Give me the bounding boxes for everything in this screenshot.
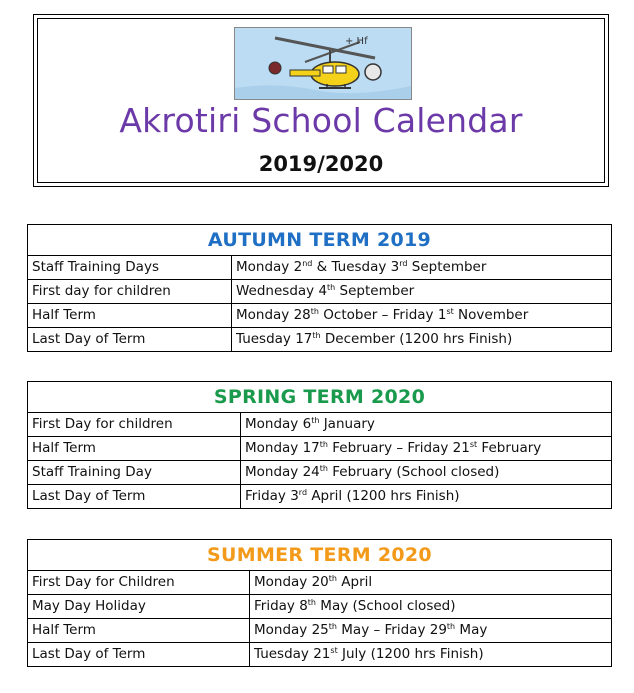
- ordinal-suffix: rd: [298, 488, 308, 497]
- ordinal-suffix: th: [307, 598, 317, 607]
- header-inner-border: [37, 18, 605, 183]
- date-text: May: [455, 622, 488, 638]
- term-heading: SPRING TERM 2020: [28, 382, 612, 413]
- table-row: [28, 413, 612, 437]
- ordinal-suffix: st: [446, 307, 454, 316]
- date-text: November: [453, 307, 529, 323]
- event-label: May Day Holiday: [28, 595, 250, 619]
- table-row: [28, 571, 612, 595]
- term-heading: AUTUMN TERM 2019: [28, 225, 612, 256]
- event-label: Half Term: [28, 619, 250, 643]
- ordinal-suffix: st: [469, 440, 478, 449]
- date-text: Monday 6: [245, 416, 312, 432]
- summer-term-table: [27, 539, 612, 667]
- event-date: [241, 413, 612, 437]
- date-text: Monday 28: [236, 307, 311, 323]
- date-text: February – Friday 21: [327, 440, 470, 456]
- event-date: [250, 643, 612, 667]
- ordinal-suffix: th: [310, 307, 319, 316]
- date-text: Tuesday 17: [236, 331, 313, 347]
- event-date: [232, 304, 612, 328]
- table-row: [28, 256, 612, 280]
- event-date: [241, 461, 612, 485]
- date-text: April: [336, 574, 373, 590]
- school-year: 2019/2020: [258, 152, 384, 176]
- helicopter-drawing-logo: [234, 27, 412, 100]
- date-text: Monday 25: [254, 622, 329, 638]
- table-row: [28, 461, 612, 485]
- table-row: [28, 595, 612, 619]
- ordinal-suffix: th: [319, 440, 328, 449]
- table-row: [28, 280, 612, 304]
- page-title: Akrotiri School Calendar: [119, 101, 523, 140]
- event-date: [232, 256, 612, 280]
- event-label: Last Day of Term: [28, 485, 241, 509]
- event-label: First Day for children: [28, 413, 241, 437]
- date-text: April (1200 hrs Finish): [307, 488, 460, 504]
- date-text: Friday 3: [245, 488, 299, 504]
- event-date: [241, 437, 612, 461]
- date-text: Wednesday 4: [236, 283, 328, 299]
- helicopter-icon: [235, 28, 411, 99]
- ordinal-suffix: th: [311, 416, 320, 425]
- event-label: Staff Training Days: [28, 256, 232, 280]
- ordinal-suffix: th: [328, 622, 337, 631]
- date-text: July (1200 hrs Finish): [337, 646, 484, 662]
- date-text: January: [319, 416, 375, 432]
- date-text: Monday 20: [254, 574, 329, 590]
- date-text: Tuesday 21: [254, 646, 331, 662]
- autumn-term-table: [27, 224, 612, 352]
- ordinal-suffix: th: [446, 622, 456, 631]
- term-heading: SUMMER TERM 2020: [28, 540, 612, 571]
- date-text: May (School closed): [316, 598, 456, 614]
- event-date: [250, 595, 612, 619]
- table-row: [28, 437, 612, 461]
- ordinal-suffix: st: [330, 646, 338, 655]
- event-date: [241, 485, 612, 509]
- date-text: Friday 8: [254, 598, 308, 614]
- date-text: & Tuesday 3: [312, 259, 400, 275]
- event-date: [250, 619, 612, 643]
- date-text: Monday 24: [245, 464, 320, 480]
- date-text: Monday 2: [236, 259, 303, 275]
- date-text: Monday 17: [245, 440, 320, 456]
- date-text: February (School closed): [327, 464, 500, 480]
- ordinal-suffix: th: [327, 283, 336, 292]
- svg-text:+ Hf: + Hf: [345, 36, 368, 47]
- date-text: September: [407, 259, 487, 275]
- header-box: [33, 14, 609, 187]
- ordinal-suffix: rd: [399, 259, 408, 268]
- event-label: Half Term: [28, 437, 241, 461]
- event-label: First day for children: [28, 280, 232, 304]
- table-row: [28, 643, 612, 667]
- event-label: Half Term: [28, 304, 232, 328]
- ordinal-suffix: nd: [302, 259, 313, 268]
- event-date: [232, 280, 612, 304]
- ordinal-suffix: th: [319, 464, 328, 473]
- event-label: Staff Training Day: [28, 461, 241, 485]
- ordinal-suffix: th: [312, 331, 321, 340]
- table-row: [28, 619, 612, 643]
- spring-term-table: [27, 381, 612, 509]
- event-label: Last Day of Term: [28, 643, 250, 667]
- date-text: February: [477, 440, 542, 456]
- date-text: September: [335, 283, 415, 299]
- event-label: First Day for Children: [28, 571, 250, 595]
- event-label: Last Day of Term: [28, 328, 232, 352]
- event-date: [250, 571, 612, 595]
- event-date: [232, 328, 612, 352]
- ordinal-suffix: th: [328, 574, 337, 583]
- date-text: May – Friday 29: [336, 622, 447, 638]
- table-row: [28, 304, 612, 328]
- table-row: [28, 328, 612, 352]
- date-text: December (1200 hrs Finish): [320, 331, 513, 347]
- date-text: October – Friday 1: [318, 307, 447, 323]
- table-row: [28, 485, 612, 509]
